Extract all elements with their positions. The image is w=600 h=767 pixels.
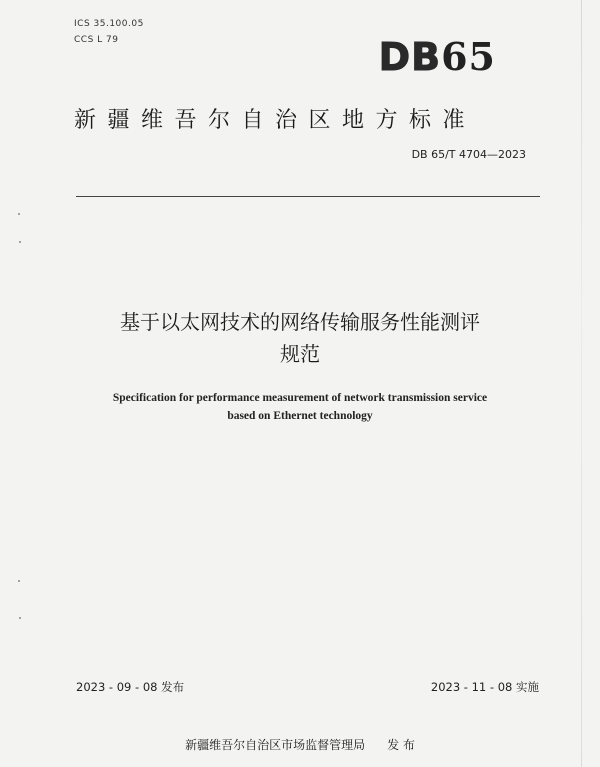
standard-type-heading: 新疆维吾尔自治区地方标准 [74, 108, 477, 133]
chinese-title-line-1: 基于以太网技术的网络传输服务性能测评 [120, 310, 480, 334]
standard-mark-prefix: DB [378, 35, 442, 79]
implementation-date: 2023 - 11 - 08 实施 [430, 680, 539, 694]
scan-speck [18, 580, 20, 582]
chinese-title [60, 306, 540, 370]
english-title [60, 389, 540, 425]
standard-mark-logo [378, 34, 496, 79]
ccs-code: CCS L 79 [74, 35, 119, 45]
issuer-action: 发 布 [387, 738, 415, 752]
standard-mark-number: 65 [441, 34, 496, 79]
scan-speck [19, 617, 21, 619]
scan-speck [18, 213, 20, 215]
header-divider [76, 196, 540, 197]
issuer-name: 新疆维吾尔自治区市场监督管理局 [185, 738, 366, 752]
ics-code: ICS 35.100.05 [74, 19, 144, 29]
standard-number: DB 65/T 4704—2023 [411, 148, 526, 161]
page-edge-shadow [581, 0, 582, 767]
issue-date: 2023 - 09 - 08 发布 [76, 680, 185, 694]
scan-speck [19, 241, 21, 243]
english-title-line-2: based on Ethernet technology [227, 410, 373, 422]
issuing-authority [0, 736, 600, 753]
chinese-title-line-2: 规范 [280, 342, 320, 366]
english-title-line-1: Specification for performance measurement of network transmission service [112, 392, 488, 404]
